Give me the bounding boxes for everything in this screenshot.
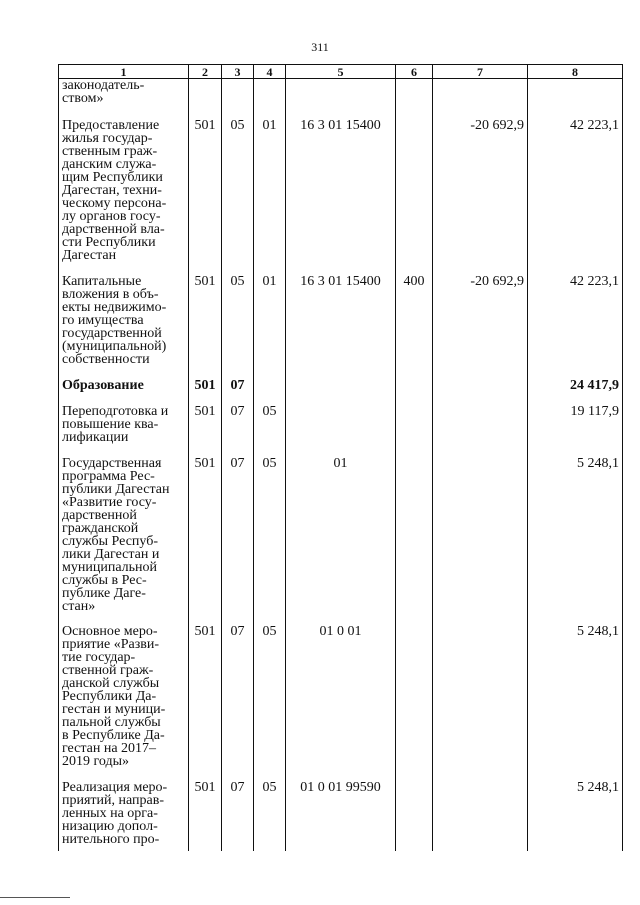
row-name-line: ственным граж- <box>62 143 158 159</box>
row-name-line: службы в Рес- <box>62 572 147 588</box>
change-amount-cell <box>433 79 528 119</box>
target-article-cell <box>286 79 396 119</box>
section-code-cell <box>189 79 222 119</box>
row-name-cell <box>59 405 189 457</box>
expense-type-cell <box>396 405 433 457</box>
chapter-code-cell <box>222 79 254 119</box>
chapter-code-cell: 07 <box>222 625 254 781</box>
expense-type-cell <box>396 79 433 119</box>
row-name-line: нительного про- <box>62 831 160 847</box>
expense-type-cell <box>396 781 433 851</box>
row-name-line: ческому персона- <box>62 195 167 211</box>
total-amount-cell: 42 223,1 <box>528 275 623 379</box>
row-name-line: дарственной <box>62 507 137 523</box>
row-name-cell <box>59 379 189 405</box>
column-header: 1 <box>59 65 189 79</box>
table-row <box>59 625 623 781</box>
row-name-line: лификации <box>62 429 129 445</box>
section-code-cell: 501 <box>189 405 222 457</box>
row-name-line: дарственной вла- <box>62 221 165 237</box>
section-code-cell: 501 <box>189 625 222 781</box>
row-name-line: повышение ква- <box>62 416 159 432</box>
total-amount-cell: 5 248,1 <box>528 781 623 851</box>
row-name-cell <box>59 79 189 119</box>
change-amount-cell <box>433 379 528 405</box>
row-name-line: публики Дагестан <box>62 481 170 497</box>
row-name-line: Капитальные <box>62 273 142 289</box>
change-amount-cell: -20 692,9 <box>433 275 528 379</box>
row-name-line: Дагестан <box>62 247 117 263</box>
row-name-line: тие государ- <box>62 649 136 665</box>
section-code-cell: 501 <box>189 119 222 275</box>
row-name-line: приятие «Разви- <box>62 636 160 652</box>
row-name-line: ством» <box>62 91 104 106</box>
subchapter-code-cell: 05 <box>254 457 286 625</box>
target-article-cell: 01 <box>286 457 396 625</box>
expense-type-cell <box>396 379 433 405</box>
change-amount-cell <box>433 457 528 625</box>
change-amount-cell: -20 692,9 <box>433 119 528 275</box>
total-amount-cell: 24 417,9 <box>528 379 623 405</box>
row-name-line: гражданской <box>62 520 139 536</box>
target-article-cell: 16 3 01 15400 <box>286 275 396 379</box>
row-name-line: (муниципальной) <box>62 338 167 354</box>
row-name-line: в Республике Да- <box>62 727 165 743</box>
row-name-line: данской службы <box>62 675 160 691</box>
target-article-cell: 01 0 01 <box>286 625 396 781</box>
total-amount-cell: 5 248,1 <box>528 457 623 625</box>
row-name-line: пальной службы <box>62 714 161 730</box>
row-name-line: вложения в объ- <box>62 286 159 302</box>
section-code-cell: 501 <box>189 379 222 405</box>
total-amount-cell <box>528 79 623 119</box>
section-code-cell: 501 <box>189 275 222 379</box>
page-edge-line <box>0 897 70 898</box>
total-amount-cell: 5 248,1 <box>528 625 623 781</box>
row-name-cell <box>59 275 189 379</box>
row-name-line: гестан на 2017– <box>62 740 157 756</box>
row-name-cell <box>59 119 189 275</box>
row-name-line: Государственная <box>62 455 162 471</box>
row-name-line: муниципальной <box>62 559 158 575</box>
row-name-line: Реализация меро- <box>62 779 168 795</box>
section-code-cell: 501 <box>189 781 222 851</box>
budget-table <box>58 64 623 851</box>
chapter-code-cell: 07 <box>222 405 254 457</box>
row-name-cell <box>59 457 189 625</box>
subchapter-code-cell: 05 <box>254 781 286 851</box>
column-header: 2 <box>189 65 222 79</box>
column-header: 3 <box>222 65 254 79</box>
chapter-code-cell: 05 <box>222 119 254 275</box>
expense-type-cell <box>396 457 433 625</box>
table-row <box>59 405 623 457</box>
row-name-line: собственности <box>62 351 150 367</box>
row-name-line: 2019 годы» <box>62 753 130 769</box>
chapter-code-cell: 07 <box>222 457 254 625</box>
target-article-cell <box>286 379 396 405</box>
row-name-cell <box>59 781 189 851</box>
change-amount-cell <box>433 625 528 781</box>
target-article-cell: 01 0 01 99590 <box>286 781 396 851</box>
row-name-line: сти Республики <box>62 234 156 250</box>
subchapter-code-cell: 01 <box>254 275 286 379</box>
column-header: 5 <box>286 65 396 79</box>
subchapter-code-cell: 05 <box>254 625 286 781</box>
expense-type-cell: 400 <box>396 275 433 379</box>
row-name-line: Образование <box>62 377 144 393</box>
subchapter-code-cell <box>254 379 286 405</box>
row-name-line: Дагестан, техни- <box>62 182 162 198</box>
row-name-line: лу органов госу- <box>62 208 161 224</box>
row-name-line: Основное меро- <box>62 623 158 639</box>
table-body <box>59 79 623 851</box>
total-amount-cell: 42 223,1 <box>528 119 623 275</box>
row-name-line: щим Республики <box>62 169 163 185</box>
subchapter-code-cell: 01 <box>254 119 286 275</box>
row-name-line: программа Рес- <box>62 468 155 484</box>
row-name-line: законодатель- <box>62 78 145 93</box>
change-amount-cell <box>433 781 528 851</box>
row-name-line: стан» <box>62 598 96 614</box>
row-name-cell <box>59 625 189 781</box>
row-name-line: Республики Да- <box>62 688 157 704</box>
target-article-cell <box>286 405 396 457</box>
row-name-line: ленных на орга- <box>62 805 158 821</box>
table-row <box>59 79 623 119</box>
row-name-line: публике Даге- <box>62 585 146 601</box>
row-name-line: данским служа- <box>62 156 157 172</box>
subchapter-code-cell: 05 <box>254 405 286 457</box>
row-name-line: службы Респуб- <box>62 533 159 549</box>
expense-type-cell <box>396 625 433 781</box>
column-header: 6 <box>396 65 433 79</box>
row-name-line: государственной <box>62 325 162 341</box>
row-name-line: жилья государ- <box>62 130 153 146</box>
table-header-row <box>59 65 623 79</box>
subchapter-code-cell <box>254 79 286 119</box>
table-row <box>59 781 623 851</box>
chapter-code-cell: 07 <box>222 379 254 405</box>
column-header: 8 <box>528 65 623 79</box>
row-name-line: «Развитие госу- <box>62 494 157 510</box>
row-name-line: го имущества <box>62 312 144 328</box>
change-amount-cell <box>433 405 528 457</box>
column-header: 7 <box>433 65 528 79</box>
row-name-line: ственной граж- <box>62 662 154 678</box>
table-row <box>59 119 623 275</box>
table-row <box>59 275 623 379</box>
row-name-line: Переподготовка и <box>62 403 169 419</box>
table-row <box>59 379 623 405</box>
row-name-line: лики Дагестан и <box>62 546 160 562</box>
total-amount-cell: 19 117,9 <box>528 405 623 457</box>
chapter-code-cell: 07 <box>222 781 254 851</box>
target-article-cell: 16 3 01 15400 <box>286 119 396 275</box>
row-name-line: приятий, направ- <box>62 792 165 808</box>
section-code-cell: 501 <box>189 457 222 625</box>
row-name-line: низацию допол- <box>62 818 158 834</box>
table-row <box>59 457 623 625</box>
chapter-code-cell: 05 <box>222 275 254 379</box>
row-name-line: гестан и муници- <box>62 701 166 717</box>
row-name-line: екты недвижимо- <box>62 299 167 315</box>
row-name-line: Предоставление <box>62 117 160 133</box>
page-number: 311 <box>311 40 329 54</box>
expense-type-cell <box>396 119 433 275</box>
column-header: 4 <box>254 65 286 79</box>
